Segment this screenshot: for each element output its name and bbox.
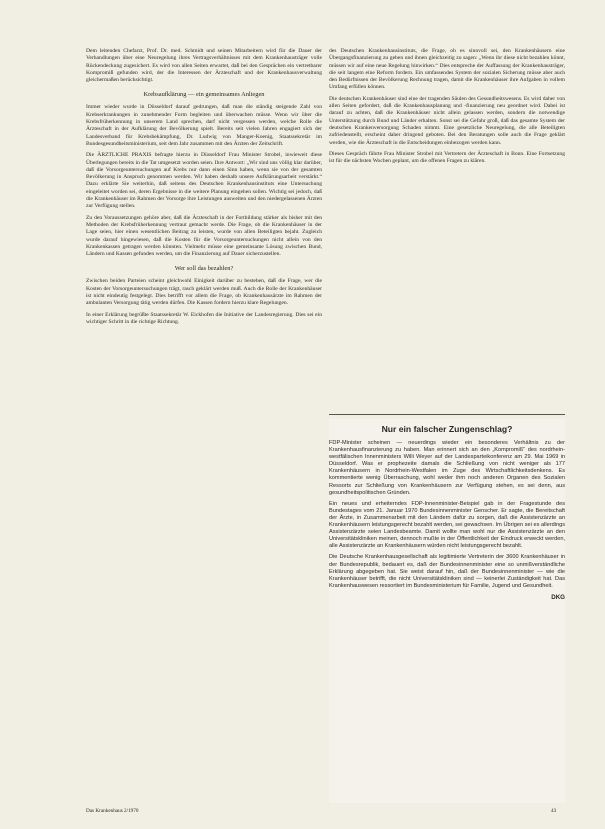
paragraph: Die deutschen Krankenhäuser sind eine der tragenden Säulen des Gesundheitswesens. Es wird daher von allen Seiten gefordert, daß die Krankenhausplanung und -finanzierung neu geordnet wird. Dabei ist darauf zu achten, daß die Krankenhäuser nicht allein gelassen werden, sondern die notwendige Unterstützung durch Bund und Länder erhalten. Sonst sei die Gefahr groß, daß das gesamte System der deutschen Krankenversorgung Schaden nimmt. Eine gesetzliche Neuregelung, die alle Beteiligten zufriedenstellt, erscheint daher dringend geboten. Bei den Beratungen solle auch die Frage geklärt werden, wie die Ärzteschaft in die Entscheidungen einbezogen werden kann.	[329, 95, 565, 146]
boxed-article	[329, 419, 565, 601]
left-column	[86, 48, 322, 330]
footer-journal-title: Das Krankenhaus 2/1970	[86, 808, 139, 814]
box-signature: DKG	[551, 593, 565, 601]
box-paragraph: FDP-Minister scheinen — neuerdings wieder ein besonderes Verhältnis zu der Krankenhausfinanzierung zu haben. Man erinnert sich an den „Kompromiß“ des nordrhein-westfälischen Innenministers Willi Weyer auf der Landesparteikonferenz am 29. Mai 1969 in Düsseldorf. Was er prophezeite damals die Schließung von nicht weniger als 177 Krankenhäusern in Nordrhein-Westfalen im Zuge des Wirtschaftlichkeitsdenkens. Es kommentierte wenig Überraschung, wohl weder ihm noch anderen Organen des Sozialen Ressorts zur Schließung von Krankenhäusern zur Verfügung stehen, es sei denn, aus gesundheitspolitischen Gründen.	[329, 440, 565, 496]
paragraph: Zu den Voraussetzungen gehöre aber, daß die Ärzteschaft in der Fortbildung stärker als bisher mit den Methoden der Krebsfrüherkennung vertraut gemacht werde. Die Frage, ob die Krankenhäuser in der Lage seien, hier einen wesentlichen Beitrag zu leisten, wurde von allen Beteiligten bejaht. Zugleich wurde darauf hingewiesen, daß die Kosten für die Vorsorgeuntersuchungen nicht allein von den Krankenkassen getragen werden könnten. Vielmehr müsse eine gemeinsame Lösung zwischen Bund, Ländern und Kassen gefunden werden, um die Finanzierung auf Dauer sicherzustellen.	[86, 214, 322, 258]
box-paragraph: Die Deutsche Krankenhausgesellschaft als legitimierte Vertreterin der 3600 Krankenhäuser in der Bundesrepublik, bedauert es, daß der Bundesinnenminister eine so unmißverständliche Erklärung abgegeben hat. Sie weist darauf hin, daß der Bundesinnenminister — wie die Krankenhäuser betrifft, die nicht Universitätskliniken sind — keinerlei Zuständigkeit hat. Das Krankenhauswesen ressortiert im Bundesministerium für Familie, Jugend und Gesundheit.	[329, 554, 565, 589]
paragraph: In einer Erklärung begrüßte Staatssekretär W. Eickhofen die Initiative der Landesregierung. Dies sei ein wichtiger Schritt in die richtige Richtung.	[86, 311, 322, 325]
paragraph: Die ÄRZTLICHE PRAXIS befragte hierzu in Düsseldorf Frau Minister Strobel, inwieweit diese Überlegungen bereits in die Tat umgesetzt worden seien. Ihre Antwort: „Wir sind uns völlig klar darüber, daß die Vorsorgeuntersuchungen auf Krebs nur dann einen Sinn haben, wenn sie von der gesamten Bevölkerung in Anspruch genommen werden. Wir haben deshalb unsere Aufklärungsarbeit verstärkt.“ Dazu erklärte Sie weiterhin, daß seitens des Deutschen Krankenhausinstituts eine Untersuchung eingeleitet worden sei, deren Ergebnisse in die weitere Planung eingehen sollen. Wichtig sei jedoch, daß die Krankenhäuser im Rahmen der Vorsorge ihre Leistungen ausweiten und den niedergelassenen Ärzten zur Verfügung stellen.	[86, 152, 322, 210]
paragraph: Dieses Gespräch führte Frau Minister Strobel mit Vertretern der Ärzteschaft in Bonn. Eine Fortsetzung ist für die nächsten Wochen geplant, um die offenen Fragen zu klären.	[329, 150, 565, 165]
box-paragraph: Ein neues und erheiterndes FDP-Innenminister-Beispiel gab in der Fragestunde des Bundestages vom 21. Januar 1970 Bundesinnenminister Genscher. Er sagte, die Bereitschaft der Ärzte, in Zusammenarbeit mit den Ländern dafür zu sorgen, daß die Assistenzärzte an Krankenhäusern leistungsgerecht bezahlt werden, sei gewachsen. Im Übrigen sei es allerdings Assistenzärzte seien Landesbeamte. Damit wollte man wohl nur die Assistenzärzte an den Universitätskliniken meinen, dennoch mußte in der Öffentlichkeit der Eindruck erweckt werden, alle Assistenzärzte an Krankenhäusern würden nicht leistungsgerecht bezahlt.	[329, 500, 565, 550]
paragraph: Zwischen beiden Parteien scheint gleichwohl Einigkeit darüber zu bestehen, daß die Frage, wer die Kosten der Vorsorgeuntersuchungen trägt, rasch geklärt werden muß. Auch die Rolle der Krankenhäuser ist nicht eindeutig festgelegt. Dies betrifft vor allem die Frage, ob Krankenhausärzte im Rahmen der ambulanten Versorgung tätig werden dürfen. Die Kassen fordern hierzu klare Regelungen.	[86, 278, 322, 307]
paragraph: Immer wieder wurde in Düsseldorf darauf gedrungen, daß man die ständig steigende Zahl von Krebserkrankungen in zunehmender Form begleiten und überwachen müsse. Wenn wir über die Krebsfrüherkennung in unserem Land sprechen, darf nicht vergessen werden, welche Rolle die Ärzteschaft in der Aufklärung der Bevölkerung spielt. Bereits seit vielen Jahren engagiert sich der Landesverband für Krebsbekämpfung, Dr. Ludwig von Manger-Koenig, Staatssekretär im Bundesgesundheitsministerium, seit dem Jahr zusammen mit den Ärzten der Zeitschrift.	[86, 104, 322, 147]
subheading: Wer soll das bezahlen?	[174, 265, 234, 273]
box-title: Nur ein falscher Zungenschlag?	[381, 424, 513, 434]
page-number: 43	[551, 808, 557, 814]
paragraph: des Deutschen Krankenhausinstituts, die Frage, ob es sinnvoll sei, den Krankenhäusern eine Übergangsfinanzierung zu geben und ihnen gleichzeitig zu sagen: „Wenn ihr diese nicht bezahlen könnt, müssen wir auf eine neue Regelung hinwirken.“ Dies entspreche der Auffassung der Krankenhausträger, die seit langem eine Reform fordern. Ein umfassendes System der sozialen Sicherung müsse aber auch den Bedürfnissen der Bevölkerung Rechnung tragen, damit die Krankenhäuser ihre Aufgaben in vollem Umfang erfüllen können.	[329, 48, 565, 91]
right-column	[329, 48, 565, 169]
subheading: Krebsaufklärung — ein gemeinsames Anliegen	[143, 91, 265, 99]
paragraph: Dem leitenden Chefarzt, Prof. Dr. med. Schmidt und seinen Mitarbeitern wird für die Dauer der Verhandlungen über eine Neuregelung ihres Vertragsverhältnisses mit dem Krankenhausträger volle Rückendeckung zugesichert. Es wird von allen Seiten erwartet, daß bei den Gesprächen ein vertretbarer Kompromiß gefunden wird, der die Interessen der Ärzteschaft und der Krankenhausverwaltung gleichermaßen berücksichtigt.	[86, 48, 322, 84]
divider-rule	[329, 414, 565, 415]
